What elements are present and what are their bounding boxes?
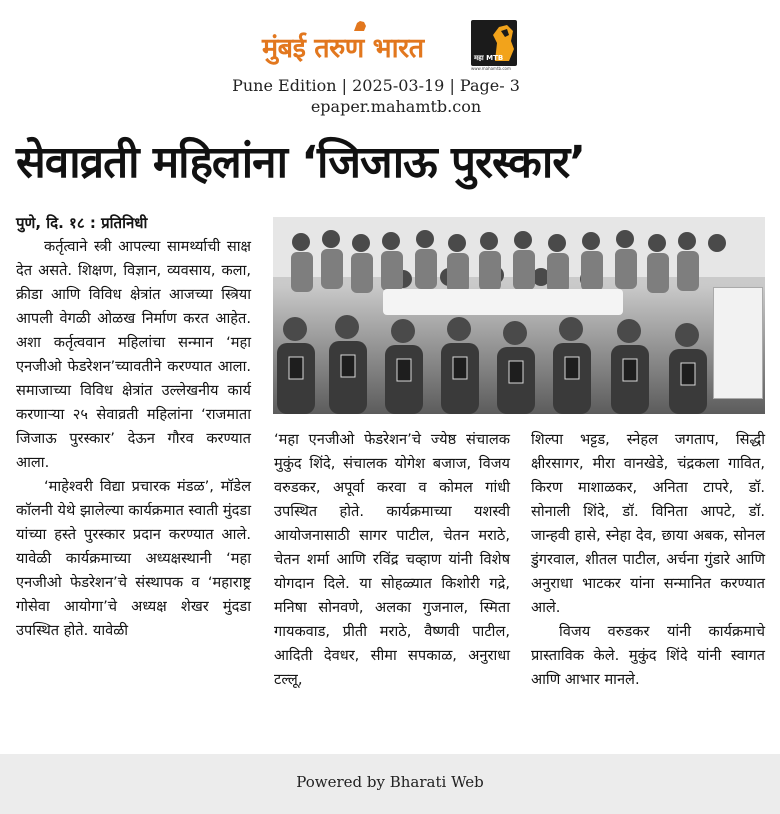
article-headline: सेवाव्रती महिलांना ‘जिजाऊ पुरस्कार’ [16,137,585,188]
event-photo [273,217,765,414]
article-paragraph: ‘माहेश्वरी विद्या प्रचारक मंडळ’, मॉडेल कॉलनी येथे झालेल्या कार्यक्रमात स्वाती मुंदडा यांच्या हस्ते पुरस्कार प्रदान करण्यात आले. यावेळी कार्यक्रमाच्या अध्यक्षस्थानी ‘महा एनजीओ फेडरेशन’चे संस्थापक व ‘महाराष्ट्र गोसेवा आयोगा’चे अध्यक्ष शेखर मुंदडा उपस्थित होते. यावेळी [16,478,251,639]
mtb-logo-text: महा MTB [474,54,504,62]
article-paragraph: कर्तृत्वाने स्त्री आपल्या सामर्थ्याची साक्ष देत असते. शिक्षण, विज्ञान, व्यवसाय, कला, क्रीडा आणि विविध क्षेत्रांत आजच्या स्त्रिया आपली वेगळी ओळख निर्माण करत आहेत. अशा कर्तृत्ववान महिलांचा सन्मान ‘महा एनजीओ फेडरेशन’च्यावतीने करण्यात आला. समाजाच्या विविध क्षेत्रांत उल्लेखनीय कार्य करणाऱ्या २५ सेवाव्रती महिलांना ‘राजमाता जिजाऊ पुरस्कार’ देऊन गौरव करण्यात आला. [16,238,251,471]
article-byline: पुणे, दि. १८ : प्रतिनिधी [16,214,148,232]
article-paragraph: शिल्पा भट्टड, स्नेहल जगताप, सिद्धी क्षीरसागर, मीरा वानखेडे, चंद्रकला गावित, किरण माशाळकर, अनिता टापरे, डॉ. सोनाली शिंदे, डॉ. विनिता आपटे, डॉ. जान्हवी हासे, स्नेहा देव, छाया अबक, सोनल डुंगरवाल, शीतल पाटील, अर्चना गुंडारे आणि अनुराधा भाटकर यांना सन्मानित करण्यात आले. [531,431,765,616]
powered-by-link[interactable]: Powered by Bharati Web [296,773,484,791]
article-paragraph: विजय वरुडकर यांनी कार्यक्रमाचे प्रास्ताविक केले. मुकुंद शिंदे यांनी स्वागत आणि आभार मानले. [531,623,765,688]
article-column-3 [531,428,765,692]
article-paragraph: ‘महा एनजीओ फेडरेशन’चे ज्येष्ठ संचालक मुकुंद शिंदे, संचालक योगेश बजाज, विजय वरुडकर, अपूर्वा करवा व कोमल गांधी उपस्थित होते. कार्यक्रमाच्या यशस्वी आयोजनासाठी सागर पाटील, चेतन मराठे, चेतन शर्मा आणि रविंद्र चव्हाण यांनी विशेष योगदान दिले. या सोहळ्यात किशोरी गद्रे, मनिषा सोनवणे, अलका गुजनाल, स्मिता गायकवाड, प्रीती मराठे, वैष्णवी पाटील, आदिती देवधर, सीमा सपकाळ, अनुराधा टल्लू, [274,431,510,688]
article-column-1 [16,211,251,643]
masthead [0,0,780,122]
mtb-logo-icon[interactable] [471,20,517,66]
newspaper-brand: मुंबई तरुण भारत [262,33,424,64]
edition-line: Pune Edition | 2025-03-19 | Page- 3 [232,76,520,95]
site-url[interactable]: epaper.mahamtb.con [310,97,482,116]
photo-people-silhouettes [273,217,765,414]
logo-url: www.mahamtb.com [471,66,511,71]
article-column-2 [274,428,510,692]
footer [0,754,780,814]
